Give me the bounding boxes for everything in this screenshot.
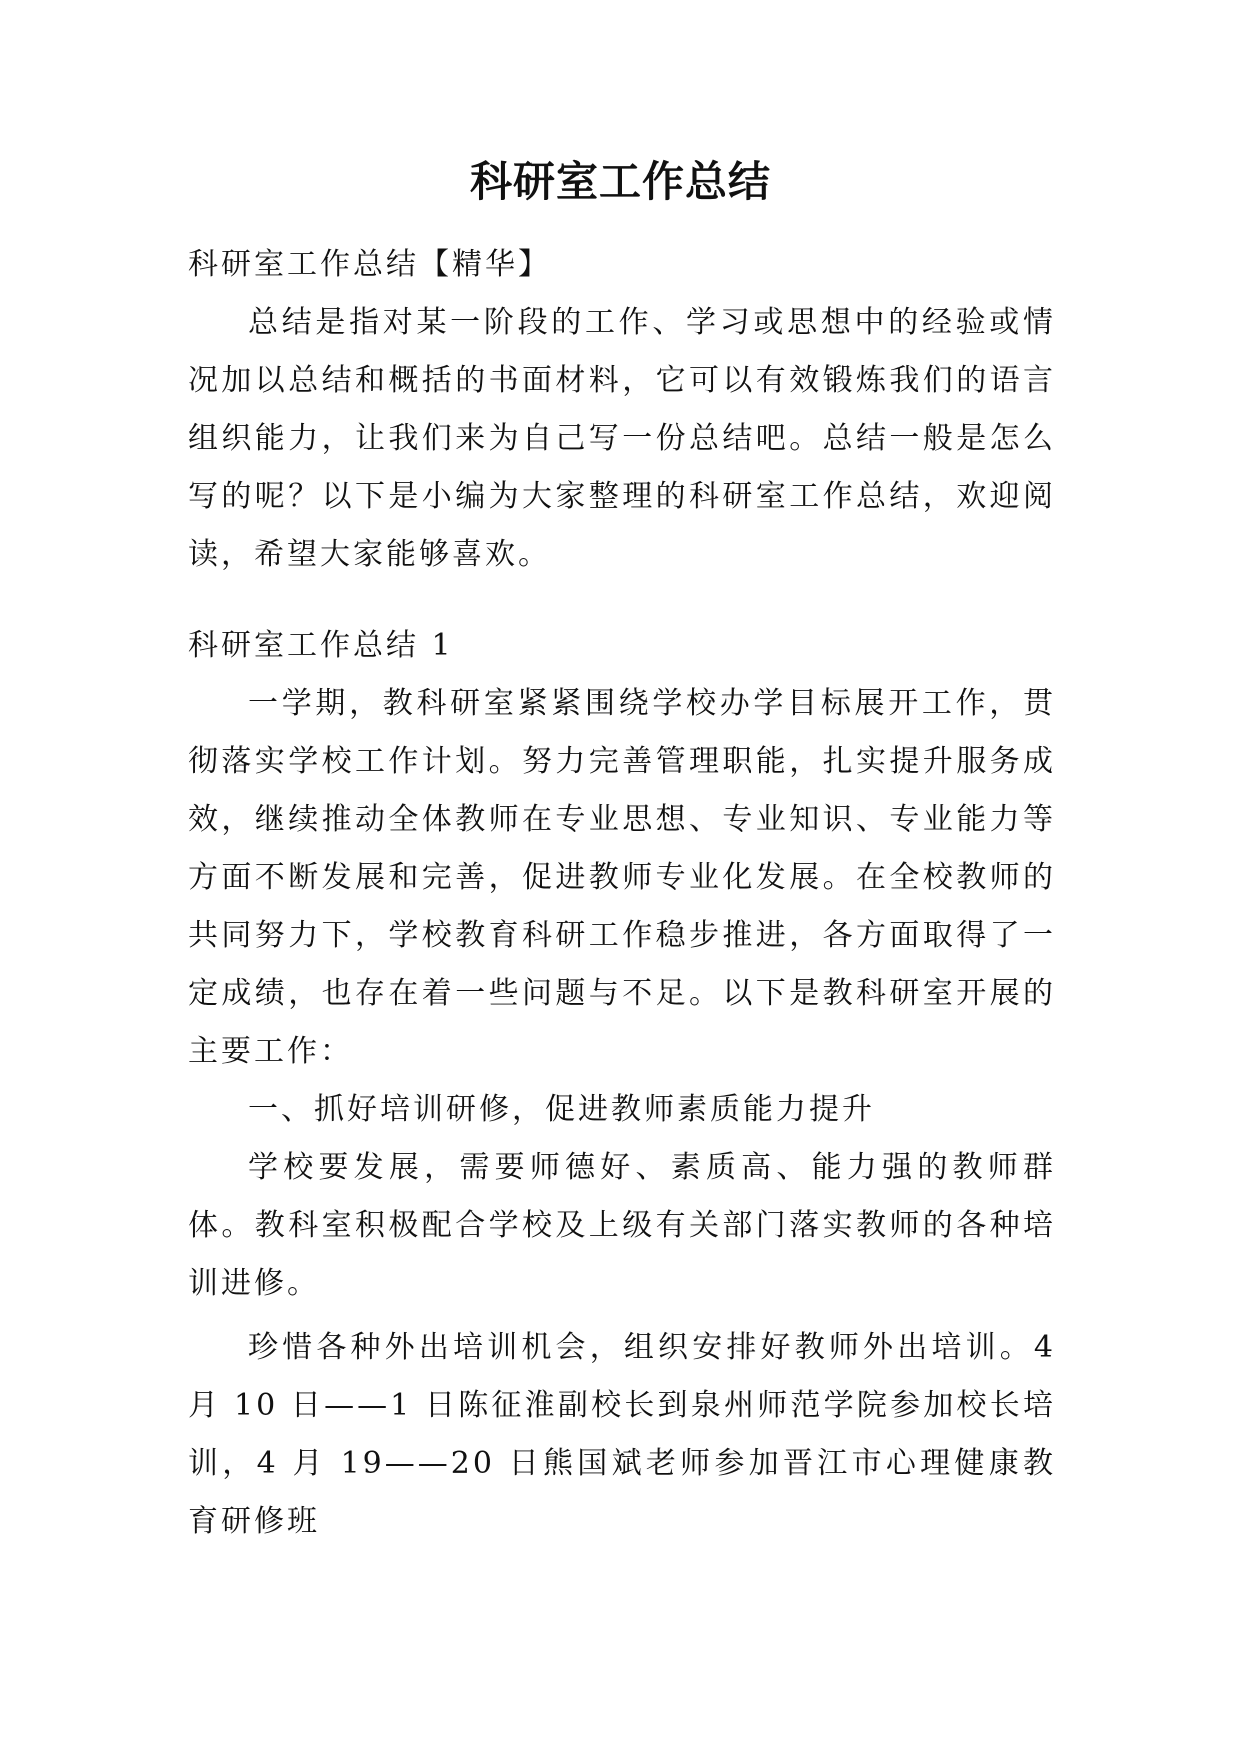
intro-paragraph: 总结是指对某一阶段的工作、学习或思想中的经验或情况加以总结和概括的书面材料，它可以有效锻炼我们的语言组织能力，让我们来为自己写一份总结吧。总结一般是怎么写的呢？以下是小编为大家整理的科研室工作总结，欢迎阅读，希望大家能够喜欢。 (188, 305, 1056, 572)
section1-paragraph-1: 一学期，教科研室紧紧围绕学校办学目标展开工作，贯彻落实学校工作计划。努力完善管理职能，扎实提升服务成效，继续推动全体教师在专业思想、专业知识、专业能力等方面不断发展和完善，促进教师专业化发展。在全校教师的共同努力下，学校教育科研工作稳步推进，各方面取得了一定成绩，也存在着一些问题与不足。以下是教科研室开展的主要工作： (188, 686, 1056, 1069)
document-title: 科研室工作总结 (469, 157, 771, 206)
section1-subheading: 一、抓好培训研修，促进教师素质能力提升 (248, 1092, 875, 1127)
section1-paragraph-2: 学校要发展，需要师德好、素质高、能力强的教师群体。教科室积极配合学校及上级有关部门落实教师的各种培训进修。 (188, 1150, 1056, 1301)
section1-block (188, 617, 1056, 1551)
section1-heading: 科研室工作总结 1 (188, 628, 454, 663)
intro-heading: 科研室工作总结【精华】 (188, 247, 551, 282)
intro-block (188, 236, 1056, 584)
section1-paragraph-3: 珍惜各种外出培训机会，组织安排好教师外出培训。4月 10 日——1 日陈征淮副校长到泉州师范学院参加校长培训，4 月 19——20 日熊国斌老师参加晋江市心理健康教育研修班 (188, 1330, 1056, 1539)
